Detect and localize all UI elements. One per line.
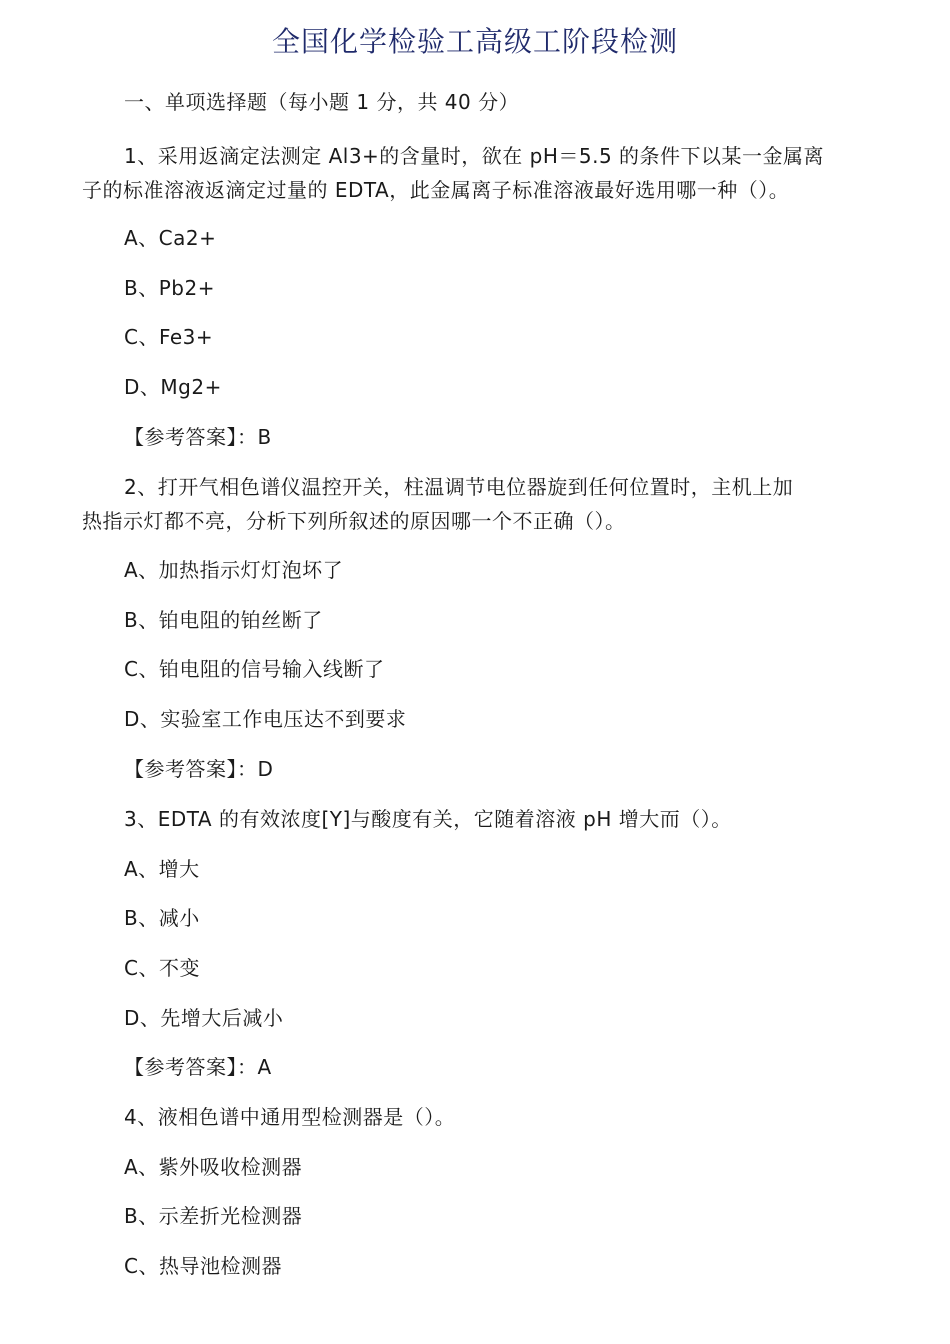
question-1-stem-line2: 子的标准溶液返滴定过量的 EDTA，此金属离子标准溶液最好选用哪一种（）。 <box>82 178 790 202</box>
question-3-option-b: B、减小 <box>124 906 200 930</box>
question-2-stem-line2: 热指示灯都不亮，分析下列所叙述的原因哪一个不正确（）。 <box>82 509 626 533</box>
document-title: 全国化学检验工高级工阶段检测 <box>271 25 678 58</box>
question-3-option-d: D、先增大后减小 <box>124 1006 284 1030</box>
question-1-option-c: C、Fe3+ <box>124 325 214 349</box>
question-2-option-b: B、铂电阻的铂丝断了 <box>124 608 323 632</box>
question-2-stem-line1: 2、打开气相色谱仪温控开关，柱温调节电位器旋到任何位置时，主机上加 <box>124 475 794 499</box>
question-1-answer: 【参考答案】：B <box>124 425 272 449</box>
question-4-option-c: C、热导池检测器 <box>124 1254 282 1278</box>
question-1-option-d: D、Mg2+ <box>124 375 222 399</box>
question-1-option-a: A、Ca2+ <box>124 226 217 250</box>
question-1-option-b: B、Pb2+ <box>124 276 215 300</box>
question-4-stem: 4、液相色谱中通用型检测器是（）。 <box>124 1105 456 1129</box>
question-1-stem-line1: 1、采用返滴定法测定 Al3+的含量时，欲在 pH＝5.5 的条件下以某一金属离 <box>124 144 825 168</box>
question-2-option-d: D、实验室工作电压达不到要求 <box>124 707 407 731</box>
question-2-answer: 【参考答案】：D <box>124 757 274 781</box>
question-2-option-c: C、铂电阻的信号输入线断了 <box>124 657 385 681</box>
question-3-stem: 3、EDTA 的有效浓度[Y]与酸度有关，它随着溶液 pH 增大而（）。 <box>124 807 732 831</box>
section-heading: 一、单项选择题（每小题 1 分，共 40 分） <box>124 90 520 114</box>
question-2-option-a: A、加热指示灯灯泡坏了 <box>124 558 344 582</box>
question-3-option-a: A、增大 <box>124 857 200 881</box>
question-3-answer: 【参考答案】：A <box>124 1055 272 1079</box>
question-4-option-a: A、紫外吸收检测器 <box>124 1155 303 1179</box>
question-4-option-b: B、示差折光检测器 <box>124 1204 303 1228</box>
question-3-option-c: C、不变 <box>124 956 200 980</box>
